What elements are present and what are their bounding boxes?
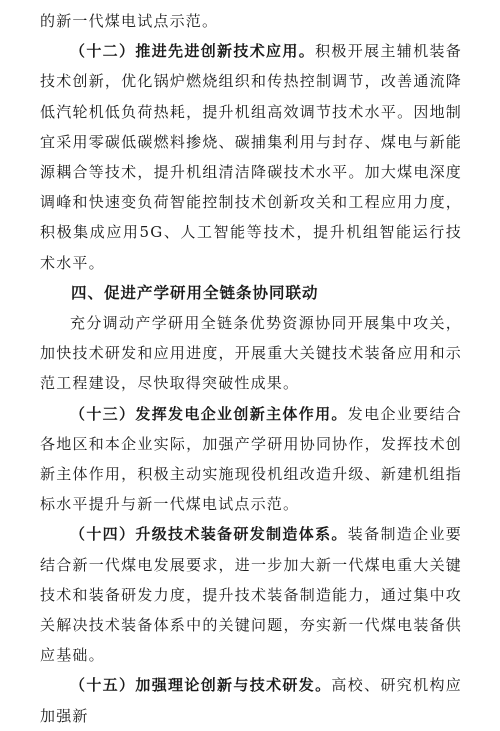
section-4-heading: 四、促进产学研用全链条协同联动 — [71, 283, 319, 302]
paragraph-13 — [40, 399, 462, 520]
paragraph-14-body: 装备制造企业要结合新一代煤电发展要求，进一步加大新一代煤电重大关键技术和装备研发力度，提升技术装备制造能力，通过集中攻关解决技术装备体系中的关键问题，夯实新一代煤电装备供应基础。 — [40, 525, 462, 665]
continuation-paragraph: 的新一代煤电试点示范。 — [40, 12, 219, 30]
paragraph-15-body: 高校、研究机构应加强新 — [40, 676, 462, 725]
paragraph-13-body: 发电企业要结合各地区和本企业实际，加强产学研用协同协作，发挥技术创新主体作用，积极主动实施现役机组改造升级、新建机组指标水平提升与新一代煤电试点示范。 — [40, 404, 462, 514]
paragraph-14-lead: （十四）升级技术装备研发制造体系。 — [70, 525, 348, 544]
paragraph-12-body: 积极开展主辅机装备技术创新，优化锅炉燃烧组织和传热控制调节，改善通流降低汽轮机低负荷热耗，提升机组高效调节技术水平。因地制宜采用零碳低碳燃料掺烧、碳捕集利用与封存、煤电与新能源耦合等技术，提升机组清洁降碳技术水平。加大煤电深度调峰和快速变负荷智能控制技术创新攻关和工程应用力度，积极集成应用5G、人工智能等技术，提升机组智能运行技术水平。 — [40, 42, 462, 272]
paragraph-12-lead: （十二）推进先进创新技术应用。 — [70, 42, 316, 61]
paragraph-12 — [40, 36, 462, 278]
section-4-intro: 充分调动产学研用全链条优势资源协同开展集中攻关，加快技术研发和应用进度，开展重大关键技术装备应用和示范工程建设，尽快取得突破性成果。 — [40, 314, 462, 393]
paragraph-15 — [40, 670, 462, 730]
paragraph-15-lead: （十五）加强理论创新与技术研发。 — [70, 676, 332, 695]
paragraph-14 — [40, 519, 462, 670]
paragraph-13-lead: （十三）发挥发电企业创新主体作用。 — [70, 404, 348, 423]
